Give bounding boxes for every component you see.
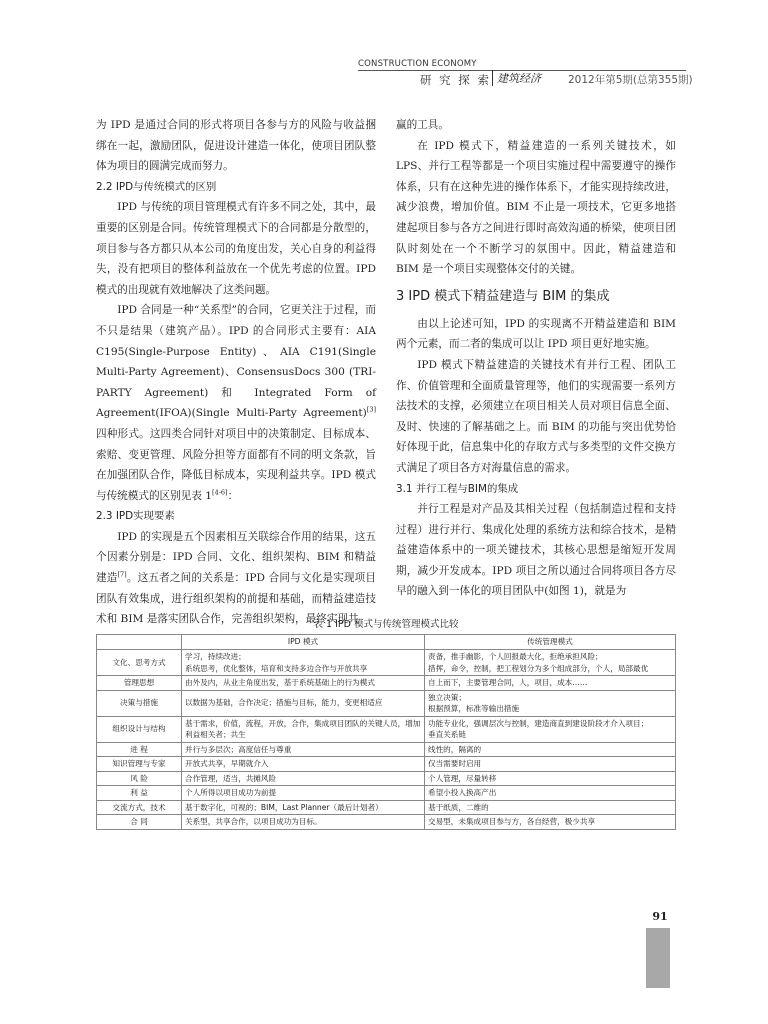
table-row — [97, 800, 676, 815]
table-cell-aspect: 管理思想 — [97, 676, 182, 691]
table-cell-aspect: 组织设计与结构 — [97, 716, 182, 742]
table-cell-aspect: 交流方式，技术 — [97, 800, 182, 815]
left-column — [96, 115, 376, 630]
table-cell-ipd: 关系型，共享合作，以项目成功为目标。 — [182, 815, 425, 830]
table-cell-aspect: 文化、思考方式 — [97, 650, 182, 676]
table-header-traditional: 传统管理模式 — [425, 635, 676, 650]
table-cell-traditional: 仅当需要时启用 — [425, 757, 676, 772]
citation: [3] — [366, 405, 376, 414]
table-cell-traditional: 个人管理，尽量转移 — [425, 771, 676, 786]
table-cell-aspect: 知识管理与专家 — [97, 757, 182, 772]
subsection-heading-2-3: 2.3 IPD实现要素 — [96, 510, 175, 523]
citation: [7] — [117, 570, 127, 579]
table-cell-traditional: 希望小投入换高产出 — [425, 786, 676, 801]
table-cell-aspect: 决策与措施 — [97, 690, 182, 716]
table-cell-traditional: 独立决策； 根据预算，标准等输出措施 — [425, 690, 676, 716]
table-row — [97, 757, 676, 772]
table-cell-ipd: 以数据为基础，合作决定；措施与目标，能力，变更相适应 — [182, 690, 425, 716]
page-edge-bar — [646, 928, 670, 988]
table-row — [97, 786, 676, 801]
issue-info: 2012年第5期(总第355期) — [568, 74, 693, 86]
subsection-heading-3-1: 3.1 并行工程与BIM的集成 — [396, 482, 519, 495]
table-cell-traditional: 责备，推手幽影，个人回报最大化，拒绝承担风险； 措挥，命令，控制，把工程划分为多个组成部分，个人，局部最优 — [425, 650, 676, 676]
table-cell-traditional: 自上而下，主要管理合同，人，项目，成本…… — [425, 676, 676, 691]
column-title: 研 究 探 索 — [420, 73, 491, 87]
table-header-ipd: IPD 模式 — [182, 635, 425, 650]
table-cell-aspect: 利 益 — [97, 786, 182, 801]
paragraph: 赢的工具。 — [396, 119, 449, 131]
table-cell-aspect: 风 险 — [97, 771, 182, 786]
subsection-heading-2-2: 2.2 IPD与传统模式的区别 — [96, 180, 217, 193]
right-column — [396, 115, 676, 602]
table-cell-traditional: 交易型，未集成项目参与方，各自经营，极少共享 — [425, 815, 676, 830]
paragraph: 在 IPD 模式下，精益建造的一系列关键技术，如LPS、并行工程等都是一个项目实施过程中需要遵守的操作体系，只有在这种先进的操作体系下，才能实现持续改进，减少浪费，增加价值。BIM 不止是一项技术，它更多地搭建起项目参与各方之间进行即时高效沟通的桥梁，使项目团队时刻处在一个不断学习的氛围中。因此，精益建造和 BIM 是一个项目实现整体交付的关键。 — [396, 139, 676, 276]
table-row — [97, 771, 676, 786]
table-cell-aspect: 合 同 — [97, 815, 182, 830]
magazine-logo: 建筑经济 — [492, 70, 541, 86]
table-row — [97, 716, 676, 742]
table-cell-ipd: 学习，持续改进； 系统思考，优化整体，培育和支持多边合作与开放共享 — [182, 650, 425, 676]
table-cell-ipd: 开放式共享，早期就介入 — [182, 757, 425, 772]
table-caption: 表 1 IPD 模式与传统管理模式比较 — [313, 619, 459, 630]
paragraph-text: 。这五者之间的关系是：IPD 合同与文化是实现项目团队有效集成，进行组织架构的前提和基础，而精益建造技术和 BIM 是落实团队合作，完善组织架构，最终实现共 — [96, 572, 376, 626]
table-cell-ipd: 个人所得以项目成功为前提 — [182, 786, 425, 801]
table-row — [97, 815, 676, 830]
citation: [4-6] — [212, 488, 228, 497]
page-number: 91 — [652, 910, 668, 923]
table-row — [97, 650, 676, 676]
table-body — [97, 650, 676, 830]
paragraph: 并行工程是对产品及其相关过程（包括制造过程和支持过程）进行并行、集成化处理的系统方法和综合技术，是精益建造体系中的一项关键技术，其核心思想是缩短开发周期，减少开发成本。IPD 项目之所以通过合同将项目各方尽早的融入到一体化的项目团队中(如图 1)，就是为 — [396, 503, 676, 598]
table-cell-ipd: 由外及内，从业主角度出发，基于系统基础上的行为模式 — [182, 676, 425, 691]
table-cell-traditional: 基于纸质，二维的 — [425, 800, 676, 815]
section-heading-3: 3 IPD 模式下精益建造与 BIM 的集成 — [396, 288, 610, 304]
paragraph-text: IPD 合同是一种“关系型”的合同，它更关注于过程，而不只是结果（建筑产品）。IPD 的合同形式主要有：AIA C195(Single-Purpose Entity)、AIA C191(Single Multi-Party Agreement)、ConsensusDocs 300 (TRI-PARTY Agreement) 和 Integrated Form of Agreement(IFOA)(Single Multi-Party Agreement) — [96, 304, 376, 420]
table-cell-ipd: 合作管理，适当，共摊风险 — [182, 771, 425, 786]
table-cell-traditional: 功能专业化，强调层次与控制，建造商直到建设阶段才介入项目； 垂直关系链 — [425, 716, 676, 742]
paragraph — [96, 527, 376, 630]
comparison-table — [96, 634, 676, 830]
paragraph: 由以上论述可知，IPD 的实现离不开精益建造和 BIM 两个元素，而二者的集成可以让 IPD 项目更好地实施。 — [396, 317, 676, 351]
table-cell-ipd: 基于需求，价值，流程，开放，合作，集成项目团队的关键人员，增加利益相关者；共生 — [182, 716, 425, 742]
paragraph: IPD 与传统的项目管理模式有许多不同之处，其中，最重要的区别是合同。传统管理模式下的合同都是分散型的，项目参与各方都只从本公司的角度出发，关心自身的利益得失，没有把项目的整体利益放在一个优先考虑的位置。IPD 模式的出现就有效地解决了这类问题。 — [96, 201, 376, 296]
table-row — [97, 742, 676, 757]
paragraph-text: 四种形式。这四类合同针对项目中的决策制定、目标成本、索赔、变更管理、风险分担等方面都有不同的明文条款，旨在加强团队合作，降低目标成本，实现利益共享。IPD 模式与传统模式的区别见表 1 — [96, 427, 376, 502]
table-header-row — [97, 635, 676, 650]
table-row — [97, 676, 676, 691]
paragraph: 为 IPD 是通过合同的形式将项目各参与方的风险与收益捆绑在一起，激励团队，促进设计建造一体化，使项目团队整体为项目的圆满完成而努力。 — [96, 119, 376, 173]
table-cell-ipd: 基于数字化，可视的；BIM，Last Planner（最后计划者） — [182, 800, 425, 815]
table-cell-ipd: 并行与多层次；高度信任与尊重 — [182, 742, 425, 757]
paragraph: IPD 模式下精益建造的关键技术有并行工程、团队工作、价值管理和全面质量管理等，他们的实现需要一系列方法技术的支撑，必须建立在项目相关人员对项目信息全面、及时、快速的了解基础之上。而 BIM 的功能与突出优势恰好体现于此，信息集中化的存取方式与多类型的文件交换方式满足了项目各方对海量信息的需求。 — [396, 358, 676, 474]
journal-english-title: CONSTRUCTION ECONOMY — [358, 59, 477, 69]
table-cell-traditional: 线性的，隔离的 — [425, 742, 676, 757]
paragraph-text: ： — [227, 489, 239, 502]
paragraph-text: IPD 的实现是五个因素相互关联综合作用的结果，这五个因素分别是：IPD 合同、文化、组织架构、BIM 和精益建造 — [96, 530, 376, 585]
paragraph — [96, 300, 376, 506]
table-cell-aspect: 进 程 — [97, 742, 182, 757]
table-row — [97, 690, 676, 716]
table-header-aspect — [97, 635, 182, 650]
